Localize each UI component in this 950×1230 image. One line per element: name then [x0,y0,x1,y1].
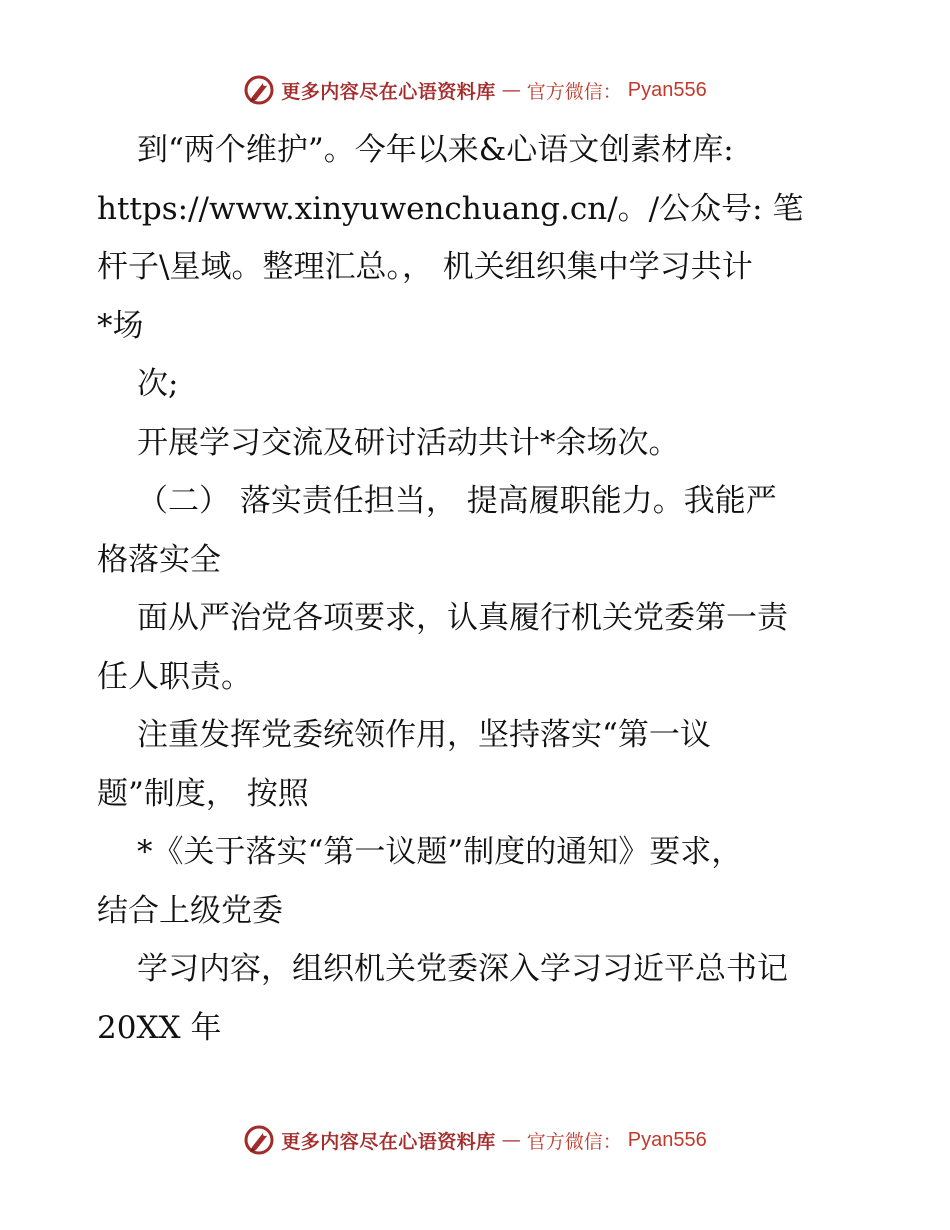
banner-separator: — [501,1129,521,1151]
text-line: 20XX 年 [97,1009,222,1046]
text-line: 杆子\星域。整理汇总。， 机关组织集中学习共计 [97,249,753,285]
text-line: 开展学习交流及研讨活动共计*余场次。 [137,424,680,461]
banner-text: 更多内容尽在心语资料库 [281,80,496,103]
text-line: 次; [137,366,179,402]
banner-separator: — [501,79,521,101]
text-line: 题”制度， 按照 [97,775,309,812]
text-line: *《关于落实“第一议题”制度的通知》要求， [137,834,743,870]
banner-text: 更多内容尽在心语资料库 [281,1130,496,1153]
text-line: https://www.xinyuwenchuang.cn/。/公众号: 笔 [97,190,804,227]
banner-wechat-id: Pyan556 [627,1128,707,1151]
text-line: 格落实全 [97,541,221,578]
text-line: 注重发挥党委统领作用，坚持落实“第一议 [137,717,711,753]
text-line: 学习内容，组织机关党委深入学习习近平总书记 [137,951,788,987]
text-line: （二） 落实责任担当， 提高履职能力。我能严 [137,483,777,519]
banner-label: 官方微信： [526,1130,622,1153]
footer-banner [0,1120,950,1160]
pen-logo-icon [243,74,275,106]
body-text [97,121,857,1057]
banner-label: 官方微信： [526,80,622,103]
text-line: 面从严治党各项要求，认真履行机关党委第一责 [137,600,788,636]
banner-wechat-id: Pyan556 [627,78,707,101]
header-banner [0,70,950,110]
text-line: *场 [97,307,144,344]
text-line: 结合上级党委 [97,892,283,929]
text-line: 到“两个维护”。今年以来&心语文创素材库: [137,132,734,168]
pen-logo-icon [243,1124,275,1156]
text-line: 任人职责。 [97,658,252,695]
